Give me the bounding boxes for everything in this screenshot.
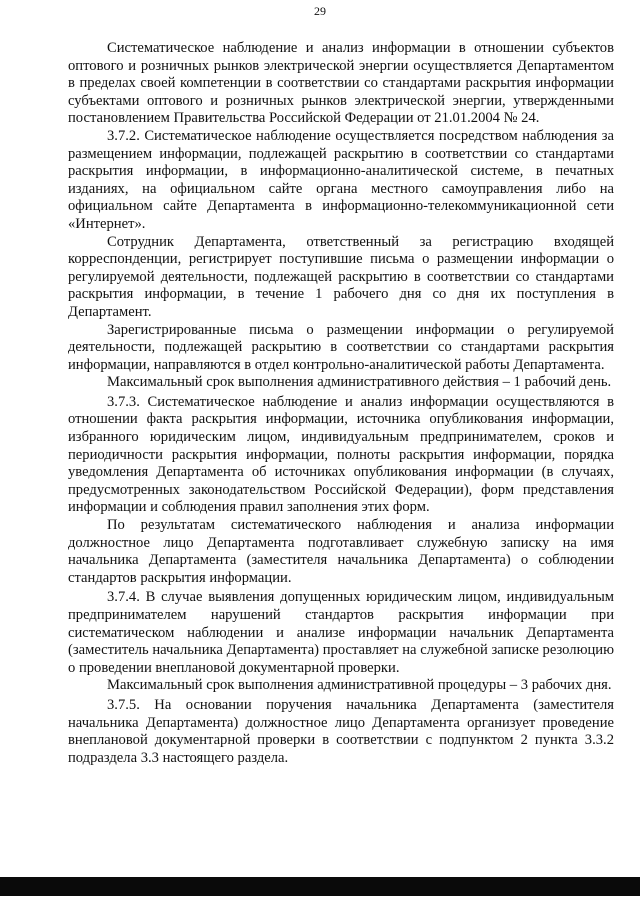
paragraph-registration: Сотрудник Департамента, ответственный за регистрацию входящей корреспонденции, регистрирует поступившие письма о размещении информации о регулируемой деятельности, подлежащей раскрытию в соответствии со стандартами раскрытия информации, в течение 1 рабочего дня со дня их поступления в Департамент. [68, 233, 614, 320]
paragraph-results: По результатам систематического наблюдения и анализа информации должностное лицо Департамента подготавливает служебную записку на имя начальника Департамента (заместителя начальника Департамента) о соблюдении стандартов раскрытия информации. [68, 517, 614, 586]
paragraph-3-7-3: 3.7.3. Систематическое наблюдение и анализ информации осуществляются в отношении факта раскрытия информации, источника опубликования информации, избранного юридическим лицом, индивидуальным предпринимателем, сроков и периодичности раскрытия информации, полноты раскрытия информации, порядка уведомления Департамента об источниках опубликования информации (в случаях, предусмотренных законодательством Российской Федерации), форм представления информации и соблюдения правил заполнения этих форм. [68, 393, 614, 516]
paragraph-max-term-action: Максимальный срок выполнения административного действия – 1 рабочий день. [107, 374, 612, 391]
paragraph-intro: Систематическое наблюдение и анализ информации в отношении субъектов оптового и розничных рынков электрической энергии осуществляется Департаментом в пределах своей компетенции в соответствии со стандартами раскрытия информации субъектами оптового и розничных рынков электрической энергии, утвержденными постановлением Правительства Российской Федерации от 21.01.2004 № 24. [68, 40, 614, 127]
paragraph-max-term-procedure: Максимальный срок выполнения административной процедуры – 3 рабочих дня. [107, 677, 612, 694]
scan-bottom-border [0, 877, 640, 896]
paragraph-3-7-4: 3.7.4. В случае выявления допущенных юридическим лицом, индивидуальным предпринимателем нарушений стандартов раскрытия информации при систематическом наблюдении и анализе информации начальник Департамента (заместитель начальника Департамента) проставляет на служебной записке резолюцию о проведении внеплановой документарной проверки. [68, 589, 614, 676]
document-body [68, 40, 614, 767]
paragraph-registered-letters: Зарегистрированные письма о размещении информации о регулируемой деятельности, подлежащей раскрытию в соответствии со стандартами раскрытия информации, направляются в отдел контрольно-аналитической работы Департамента. [68, 321, 614, 373]
page-number: 29 [314, 4, 326, 18]
paragraph-3-7-5: 3.7.5. На основании поручения начальника Департамента (заместителя начальника Департамента) должностное лицо Департамента организует проведение внеплановой документарной проверки в соответствии с подпунктом 2 пункта 3.3.2 подраздела 3.3 настоящего раздела. [68, 696, 614, 766]
paragraph-3-7-2: 3.7.2. Систематическое наблюдение осуществляется посредством наблюдения за размещением информации, подлежащей раскрытию в соответствии со стандартами раскрытия информации, в информационно-аналитической системе, в печатных изданиях, на официальном сайте органа местного самоуправления либо на официальном сайте Департамента в информационно-телекоммуникационной сети «Интернет». [68, 127, 614, 232]
